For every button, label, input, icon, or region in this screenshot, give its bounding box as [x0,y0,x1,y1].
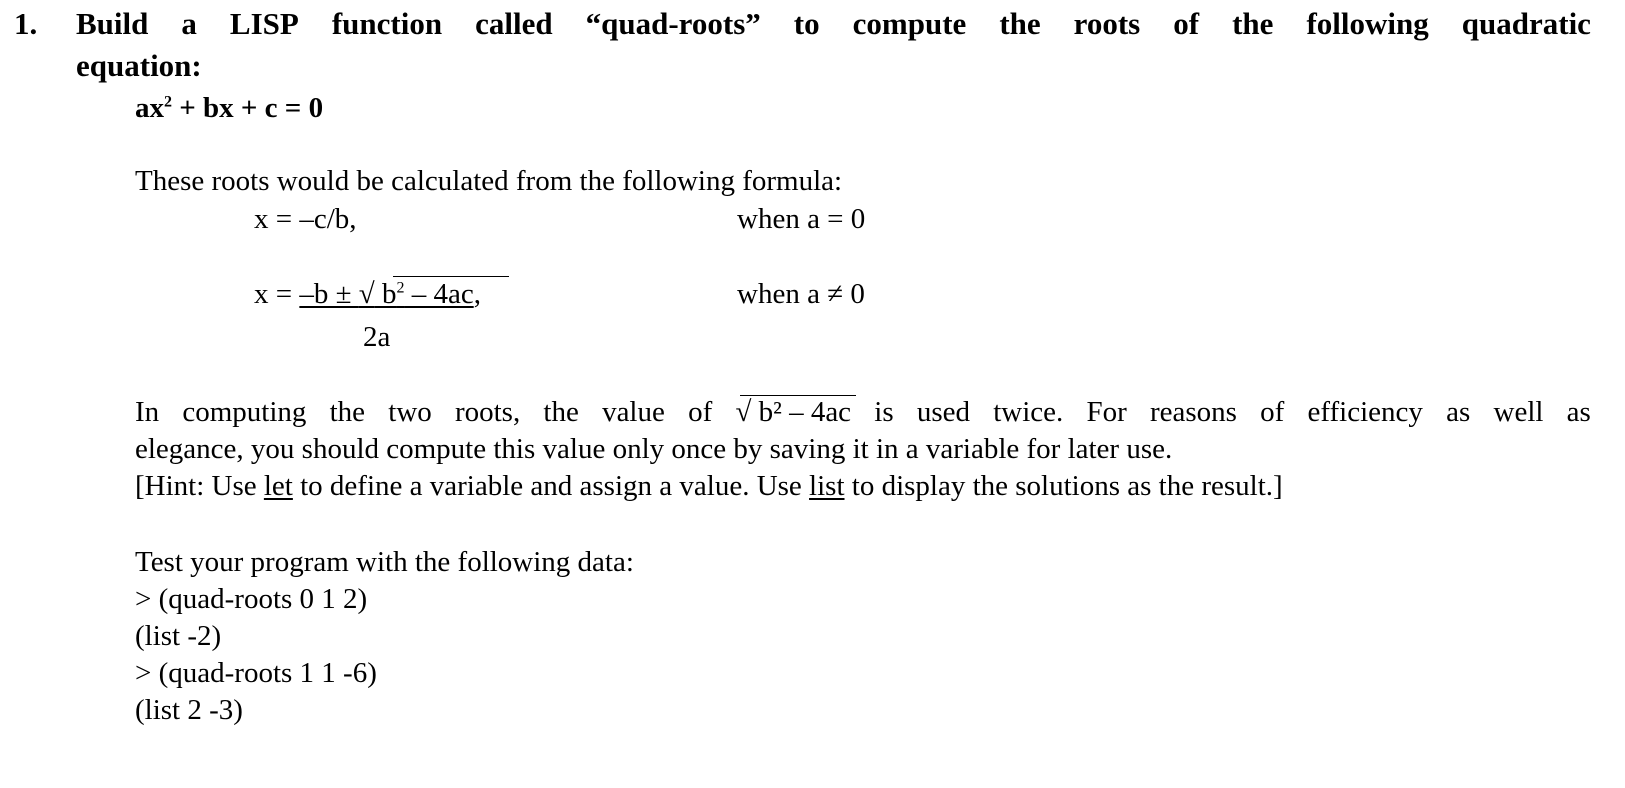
test-line: (list -2) [135,620,222,652]
explanation-word: value [602,396,665,428]
explanation-word: of [688,396,713,428]
title-word: called [475,6,553,41]
explanation-sqrt-expression: √ b² – 4ac [735,396,852,428]
formula-case1-condition: when a = 0 [737,203,866,235]
title-word: following [1306,6,1429,41]
test-line: (list 2 -3) [135,694,243,726]
x-equals: x = [254,278,300,310]
formula-case1-expression: x = –c/b, [254,203,357,235]
formula-comma: , [473,278,481,310]
title-word: compute [852,6,967,41]
test-intro: Test your program with the following data: [135,546,634,578]
title-word: function [331,6,443,41]
explanation-word: the [329,396,366,428]
equation-part2: + bx + c = 0 [172,92,324,124]
title-word: Build [76,6,149,41]
explanation-word: reasons [1149,396,1237,428]
condition-prefix: when a [737,278,828,310]
title-word: quadratic [1461,6,1591,41]
explanation-word: twice. [993,396,1064,428]
formula-intro: These roots would be calculated from the following formula: [135,165,843,197]
explanation-word: two [388,396,432,428]
formula-denominator: 2a [363,321,391,353]
hint-line [135,470,1283,503]
title-word: roots [1073,6,1141,41]
formula-numerator [299,278,473,310]
title-word: the [1232,6,1274,41]
numerator-minus-b: –b ± [299,278,359,310]
explanation-word: efficiency [1307,396,1423,428]
equation-part1: ax [135,92,164,124]
explanation-line1 [135,396,1591,429]
radicand-b: b [374,278,397,310]
title-word: a [181,6,197,41]
explanation-word: as [1566,396,1591,428]
explanation-word: as [1446,396,1471,428]
formula-case2-expression [254,278,481,311]
radicand-rest: – 4ac [404,278,474,310]
explanation-word: For [1086,396,1127,428]
formula-case2-condition [737,278,865,311]
explanation-word: is [874,396,894,428]
question-title-line2: equation: [76,48,202,83]
explanation-word: computing [182,396,307,428]
test-line: > (quad-roots 0 1 2) [135,583,368,615]
title-word: LISP [229,6,299,41]
hint-part-b: to define a variable and assign a value. Use [292,470,810,502]
explanation-line2: elegance, you should compute this value only once by saving it in a variable for later use. [135,433,1173,465]
question-number: 1. [14,6,38,41]
explanation-word: the [543,396,579,428]
condition-suffix: 0 [843,278,865,310]
radical-overbar [393,276,509,277]
title-word: “quad-roots” [585,6,761,41]
equation-exponent: 2 [164,93,172,111]
hint-let-keyword: let [263,470,293,502]
hint-part-c: to display the solutions as the result.] [844,470,1283,502]
hint-list-keyword: list [809,470,845,502]
radicand-exponent: 2 [396,279,405,297]
hint-part-a: [Hint: Use [135,470,264,502]
explanation-word: of [1260,396,1285,428]
sqrt-symbol: √ [358,278,375,310]
test-line: > (quad-roots 1 1 -6) [135,657,377,689]
title-word: of [1173,6,1200,41]
title-word: the [999,6,1041,41]
explanation-word: roots, [454,396,521,428]
not-equal-symbol: ≠ [827,278,844,310]
explanation-word: In [135,396,160,428]
explanation-word: used [916,396,970,428]
quadratic-equation [135,92,323,125]
explanation-word: well [1493,396,1544,428]
title-word: to [793,6,820,41]
question-title-line1 [76,6,1591,42]
